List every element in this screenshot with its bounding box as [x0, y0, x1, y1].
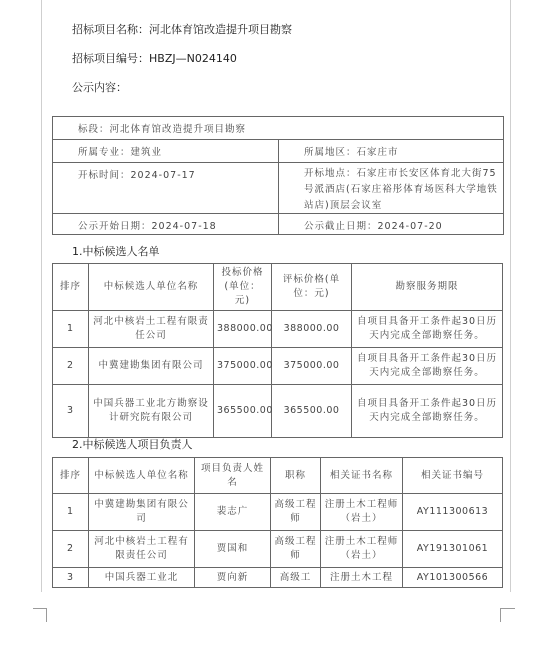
leader-name-cell: 裴志广	[195, 494, 271, 531]
bid-price-cell: 388000.00	[214, 311, 272, 348]
header-cell: 中标候选人单位名称	[89, 458, 195, 494]
header-cell: 职称	[271, 458, 321, 494]
header-cell: 评标价格(单位：元)	[272, 264, 352, 311]
table-row	[53, 531, 503, 568]
table-row	[53, 385, 503, 438]
cert-name-cell: 注册土木工程师（岩土）	[321, 531, 403, 568]
title-cell: 高级工程师	[271, 531, 321, 568]
rank-cell: 3	[53, 385, 89, 438]
table-row	[53, 348, 503, 385]
rank-cell: 1	[53, 311, 89, 348]
bid-price-cell: 375000.00	[214, 348, 272, 385]
cert-name-cell: 注册土木工程师（岩土）	[321, 494, 403, 531]
service-term-cell: 自项目具备开工条件起30日历天内完成全部勘察任务。	[352, 385, 503, 438]
rank-cell: 3	[53, 568, 89, 588]
company-cell: 河北中核岩土工程有限责任公司	[89, 311, 214, 348]
company-cell: 河北中核岩土工程有限责任公司	[89, 531, 195, 568]
header-cell: 排序	[53, 264, 89, 311]
candidates-table	[52, 263, 503, 438]
eval-price-cell: 365500.00	[272, 385, 352, 438]
leader-name-cell: 贾国和	[195, 531, 271, 568]
header-cell: 项目负责人姓名	[195, 458, 271, 494]
cert-number-cell: AY101300566	[403, 568, 503, 588]
table-header-row	[53, 458, 503, 494]
page-corner-mark	[46, 608, 47, 622]
project-name-line	[72, 21, 292, 37]
open-time-field: 开标时间：2024-07-17	[78, 170, 196, 181]
service-term-cell: 自项目具备开工条件起30日历天内完成全部勘察任务。	[352, 311, 503, 348]
title-cell: 高级工	[271, 568, 321, 588]
rank-cell: 1	[53, 494, 89, 531]
company-cell: 中国兵器工业北	[89, 568, 195, 588]
page-corner-mark	[501, 608, 515, 609]
company-cell: 中国兵器工业北方勘察设计研究院有限公司	[89, 385, 214, 438]
rank-cell: 2	[53, 348, 89, 385]
specialty-field: 所属专业：建筑业	[78, 147, 163, 158]
leader-name-cell: 贾向新	[195, 568, 271, 588]
service-term-cell: 自项目具备开工条件起30日历天内完成全部勘察任务。	[352, 348, 503, 385]
eval-price-cell: 388000.00	[272, 311, 352, 348]
header-cell: 投标价格(单位：元)	[214, 264, 272, 311]
cert-name-cell: 注册土木工程	[321, 568, 403, 588]
leaders-table	[52, 457, 503, 588]
region-field: 所属地区：石家庄市	[278, 140, 503, 162]
header-cell: 相关证书编号	[403, 458, 503, 494]
title-cell: 高级工程师	[271, 494, 321, 531]
cert-number-cell: AY191301061	[403, 531, 503, 568]
leaders-title: 2.中标候选人项目负责人	[72, 438, 193, 451]
cert-number-cell: AY111300613	[403, 494, 503, 531]
candidates-title: 1.中标候选人名单	[72, 245, 160, 258]
section-field: 标段：河北体育馆改造提升项目勘察	[78, 124, 247, 135]
table-row	[53, 494, 503, 531]
page-corner-mark	[33, 608, 46, 609]
open-place-field: 开标地点：石家庄市长安区体育北大街75号派酒店(石家庄裕彤体育场医科大学地铁站店)顶层会议室	[278, 163, 503, 213]
end-date-field: 公示截止日期：2024-07-20	[278, 214, 503, 234]
table-header-row	[53, 264, 503, 311]
table-row	[53, 568, 503, 588]
next-page	[41, 606, 509, 658]
project-name: 河北体育馆改造提升项目勘察	[149, 23, 292, 36]
start-date-field: 公示开始日期：2024-07-18	[78, 221, 217, 232]
table-row	[53, 311, 503, 348]
eval-price-cell: 375000.00	[272, 348, 352, 385]
company-cell: 中冀建勘集团有限公司	[89, 348, 214, 385]
project-code-line	[72, 50, 237, 66]
bid-info-box	[52, 116, 504, 235]
project-code-label: 招标项目编号：	[72, 52, 149, 65]
notice-label: 公示内容：	[72, 81, 127, 94]
rank-cell: 2	[53, 531, 89, 568]
project-code: HBZJ—N024140	[149, 52, 237, 65]
bid-price-cell: 365500.00	[214, 385, 272, 438]
header-cell: 排序	[53, 458, 89, 494]
header-cell: 相关证书名称	[321, 458, 403, 494]
project-name-label: 招标项目名称：	[72, 23, 149, 36]
header-cell: 勘察服务期限	[352, 264, 503, 311]
company-cell: 中冀建勘集团有限公司	[89, 494, 195, 531]
header-cell: 中标候选人单位名称	[89, 264, 214, 311]
page-corner-mark	[500, 608, 501, 622]
